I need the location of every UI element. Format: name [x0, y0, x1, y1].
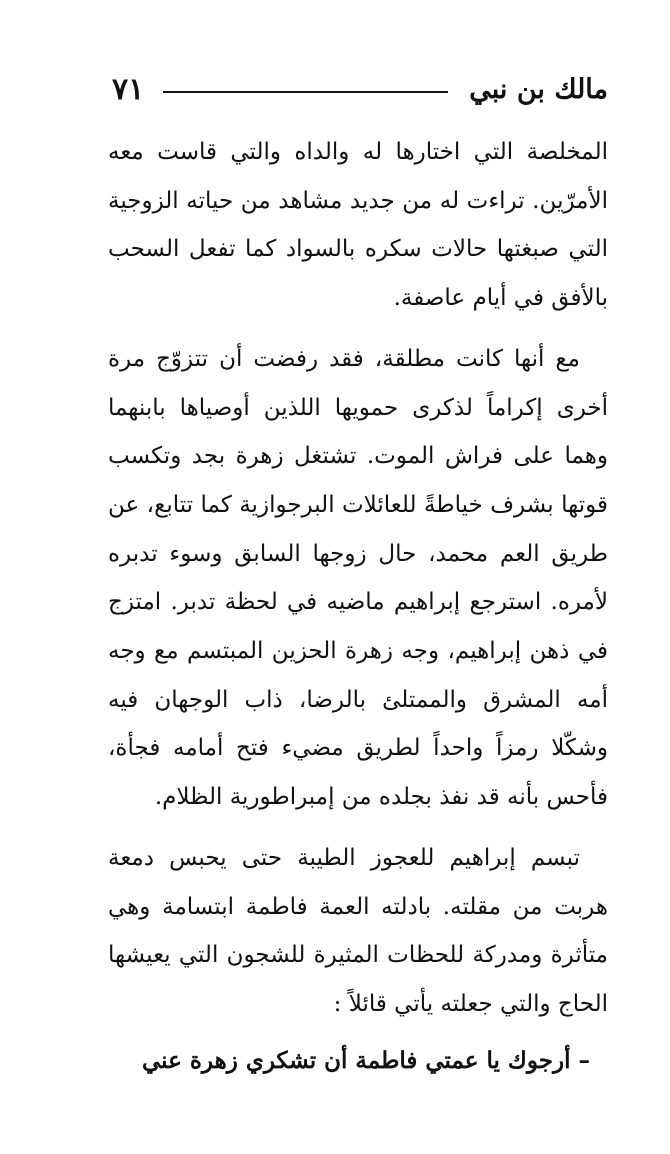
paragraph-2: مع أنها كانت مطلقة، فقد رفضت أن تتزوّج مرة أخرى إكراماً لذكرى حمويها اللذين أوصياها بابنهما وهما على فراش الموت. تشتغل زهرة بجد وتكسب قوتها بشرف خياطةً للعائلات البرجوازية كما تتابع، عن طريق العم محمد، حال زوجها السابق وسوء تدبره لأمره. استرجع إبراهيم ماضيه في لحظة تدبر. امتزج في ذهن إبراهيم، وجه زهرة الحزين المبتسم مع وجه أمه المشرق والممتلئ بالرضا، ذاب الوجهان فيه وشكّلا رمزاً واحداً لطريق مضيء فتح أمامه فجأة، فأحس بأنه قد نفذ بجلده من إمبراطورية الظلام.	[108, 345, 608, 811]
body-text	[108, 128, 608, 1085]
dialogue-line: – أرجوك يا عمتي فاطمة أن تشكري زهرة عني	[142, 1046, 590, 1074]
running-header	[108, 70, 608, 110]
page-number: ٧١	[112, 72, 145, 107]
header-rule	[163, 91, 448, 93]
book-title: مالك بن نبي	[469, 74, 608, 105]
paragraph-3: تبسم إبراهيم للعجوز الطيبة حتى يحبس دمعة هربت من مقلته. بادلته العمة فاطمة ابتسامة وهي متأثرة ومدركة للحظات المثيرة للشجون التي يعيشها الحاج والتي جعلته يأتي قائلاً :	[108, 844, 608, 1017]
paragraph-1: المخلصة التي اختارها له والداه والتي قاست معه الأمرّين. تراءت له من جديد مشاهد من حياته الزوجية التي صبغتها حالات سكره بالسواد كما تفعل السحب بالأفق في أيام عاصفة.	[108, 139, 608, 312]
